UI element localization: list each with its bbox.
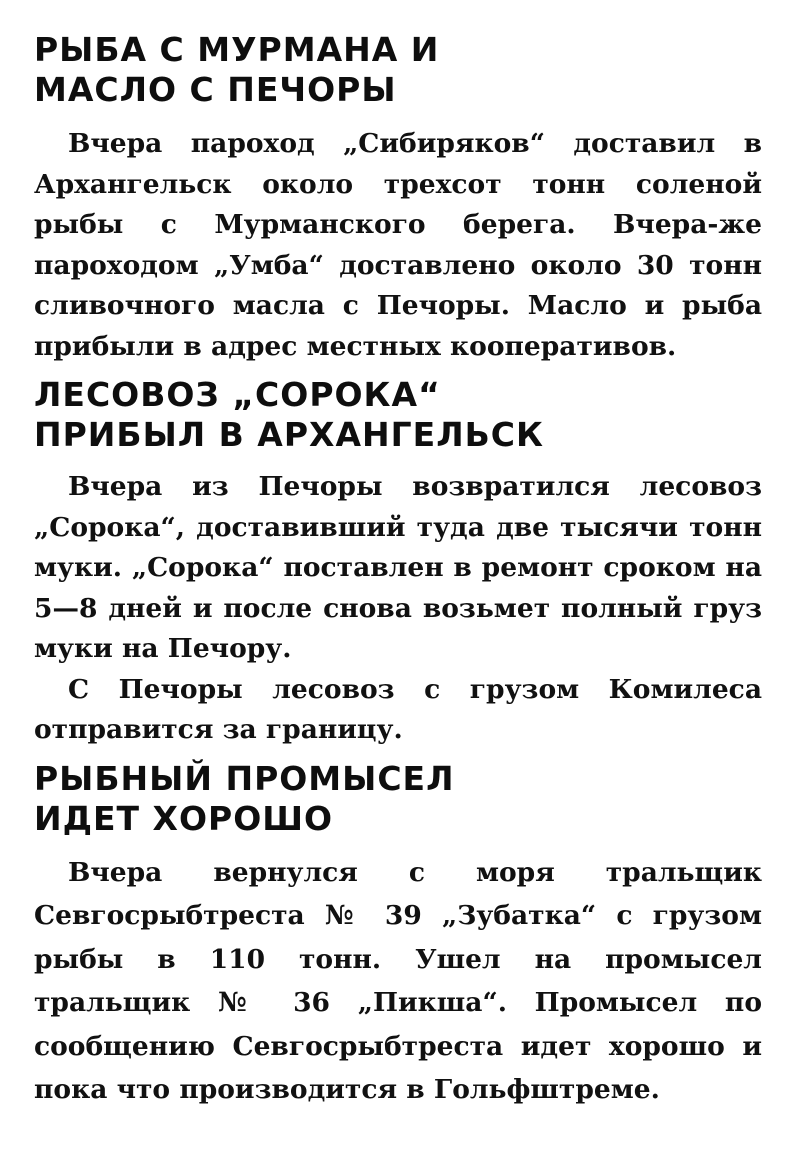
headline-line: МАСЛО С ПЕЧОРЫ <box>34 70 397 109</box>
article-headline <box>34 759 762 839</box>
article-body <box>34 851 762 1112</box>
headline-line: ПРИБЫЛ В АРХАНГЕЛЬСК <box>34 415 544 454</box>
headline-line: РЫБНЫЙ ПРОМЫСЕЛ <box>34 758 455 798</box>
article-headline <box>34 375 762 455</box>
headline-line: ИДЕТ ХОРОШО <box>34 798 334 838</box>
article-fish-and-butter <box>34 30 762 367</box>
article-timber-carrier-soroka <box>34 375 762 751</box>
headline-line: ЛЕСОВОЗ „СОРОКА“ <box>34 375 441 414</box>
headline-line: РЫБА С МУРМАНА И <box>34 30 440 69</box>
article-paragraph: Вчера вернулся с моря тральщик Севгосрыбтреста № 39 „Зубатка“ с грузом рыбы в 110 тонн. Ушел на промысел тральщик № 36 „Пикша“. Промысел по сообщению Севгосрыбтреста идет хорошо и пока что производится в Гольфштреме. <box>34 856 762 1105</box>
article-paragraph: Вчера пароход „Сибиряков“ доставил в Архангельск около трехсот тонн соленой рыбы с Мурманского берега. Вчера-же пароходом „Умба“ доставлено около 30 тонн сливочного масла с Печоры. Масло и рыба прибыли в адрес местных кооперативов. <box>34 128 762 362</box>
article-body <box>34 124 762 367</box>
article-paragraph: С Печоры лесовоз с грузом Комилеса отправится за границу. <box>34 673 762 745</box>
article-body <box>34 467 762 751</box>
article-paragraph: Вчера из Печоры возвратился лесовоз „Сорока“, доставивший туда две тысячи тонн муки. „Сорока“ поставлен в ремонт сроком на 5—8 дней и после снова возьмет полный груз муки на Печору. <box>34 471 762 664</box>
article-headline <box>34 30 762 110</box>
article-fishing-industry <box>34 759 762 1112</box>
